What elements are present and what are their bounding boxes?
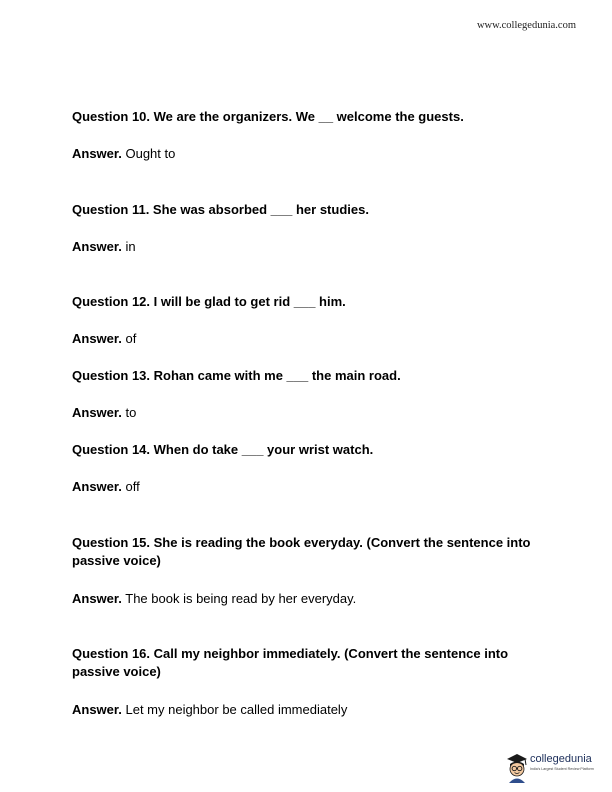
answer-label: Answer. [72, 239, 122, 254]
answer-label: Answer. [72, 405, 122, 420]
answer-text: in [125, 239, 136, 254]
site-url: www.collegedunia.com [476, 20, 576, 31]
answer-text: of [125, 331, 137, 346]
answer-text: The book is being read by her everyday. [125, 591, 357, 606]
answer-12 [72, 330, 552, 348]
answer-text: off [125, 479, 140, 494]
question-12: Question 12. I will be glad to get rid ___ him. [72, 294, 346, 309]
brand-name: collegedunia [530, 753, 592, 765]
question-14: Question 14. When do take ___ your wrist watch. [72, 442, 374, 457]
answer-label: Answer. [72, 146, 122, 161]
answer-16 [72, 701, 552, 719]
brand-tagline: India's Largest Student Review Platform [530, 767, 594, 771]
question-15: Question 15. She is reading the book everyday. (Convert the sentence into passive voice) [72, 535, 531, 568]
answer-label: Answer. [72, 591, 122, 606]
answer-text: Ought to [125, 146, 176, 161]
answer-label: Answer. [72, 331, 122, 346]
answer-13 [72, 404, 552, 422]
answer-15 [72, 590, 552, 608]
answer-14 [72, 478, 552, 496]
question-11: Question 11. She was absorbed ___ her studies. [72, 202, 369, 217]
answer-label: Answer. [72, 479, 122, 494]
answer-10 [72, 145, 552, 163]
question-16: Question 16. Call my neighbor immediately. (Convert the sentence into passive voice) [72, 646, 509, 679]
collegedunia-logo [505, 752, 605, 786]
answer-text: Let my neighbor be called immediately [125, 702, 348, 717]
graduate-mascot-icon [505, 752, 529, 784]
answer-label: Answer. [72, 702, 122, 717]
answer-text: to [125, 405, 137, 420]
question-10: Question 10. We are the organizers. We __ welcome the guests. [72, 109, 464, 124]
answer-11 [72, 238, 552, 256]
question-13: Question 13. Rohan came with me ___ the main road. [72, 368, 401, 383]
